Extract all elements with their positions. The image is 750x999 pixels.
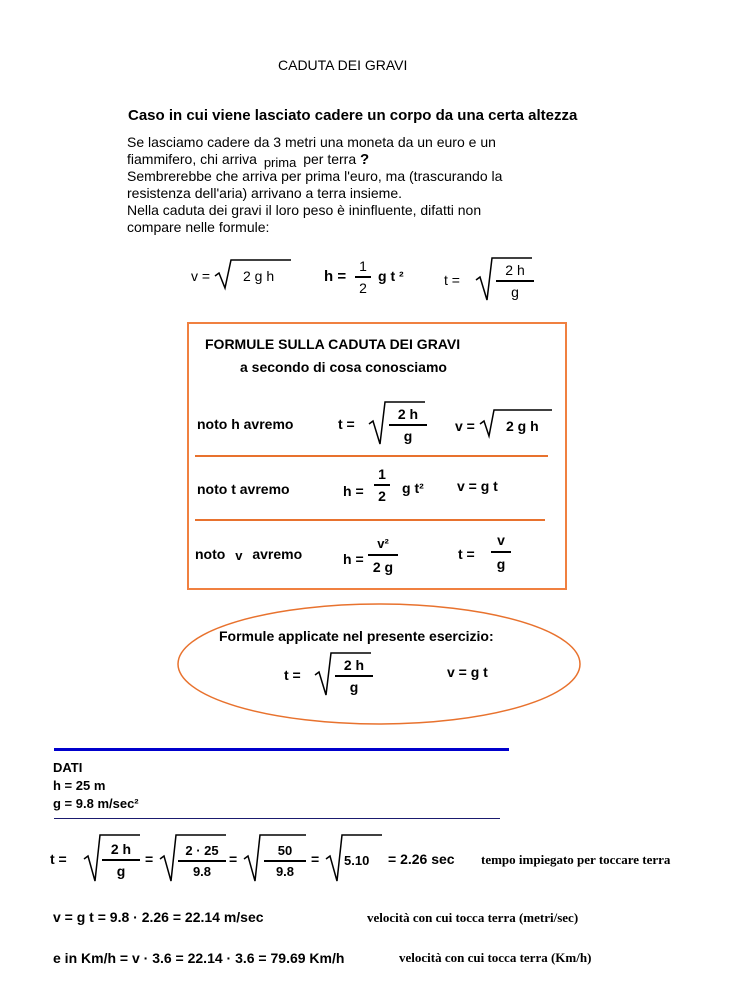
row3-h-label: h = xyxy=(343,551,364,567)
calc-v-note: velocità con cui tocca terra (metri/sec) xyxy=(367,910,579,925)
ellipse-v-eq: v = g t xyxy=(447,664,488,680)
intro-text: fiammifero, chi arriva xyxy=(127,151,257,167)
calc-radicand-4: 5.10 xyxy=(344,853,370,868)
row2-h-label: h = xyxy=(343,483,364,499)
calc-equals: = xyxy=(145,851,154,867)
ellipse-t-label: t = xyxy=(284,667,301,683)
calc-kmh-note: velocità con cui tocca terra (Km/h) xyxy=(399,950,592,965)
calc-equals: = xyxy=(311,851,320,867)
box-title: FORMULE SULLA CADUTA DEI GRAVI xyxy=(205,336,461,352)
row3-label-v: v xyxy=(235,548,243,563)
calc-t-label: t = xyxy=(50,851,67,867)
row2-v-eq: v = g t xyxy=(457,478,498,494)
row1-t-label: t = xyxy=(338,416,355,432)
calc-t-note: tempo impiegato per toccare terra xyxy=(481,852,671,867)
row3-h-numerator: v² xyxy=(377,536,389,551)
h-tail: g t ² xyxy=(378,268,404,284)
row3-h-denominator: 2 g xyxy=(372,559,394,575)
calc-f3-numerator: 50 xyxy=(277,843,293,858)
row3-t-label: t = xyxy=(458,546,475,562)
row2-h-tail: g t² xyxy=(402,480,424,496)
h-numerator: 1 xyxy=(359,258,367,274)
dati-h: h = 25 m xyxy=(53,778,106,793)
ellipse-t-denominator: g xyxy=(349,679,359,695)
t-numerator: 2 h xyxy=(505,262,525,278)
section-rule xyxy=(54,748,509,751)
box-divider xyxy=(195,519,545,521)
intro-line: resistenza dell'aria) arrivano a terra insieme. xyxy=(127,185,403,201)
row3-t-denominator: g xyxy=(496,556,506,572)
calc-f2-numerator: 2 · 25 xyxy=(185,843,219,858)
calc-f1-denominator: g xyxy=(116,863,126,879)
row3-label-noto: noto xyxy=(195,546,226,562)
page-title: CADUTA DEI GRAVI xyxy=(278,57,408,73)
h-label: h = xyxy=(324,268,347,285)
row3-label-avremo: avremo xyxy=(252,546,303,562)
intro-line: compare nelle formule: xyxy=(127,219,270,235)
h-denominator: 2 xyxy=(359,280,367,296)
intro-question-mark: ? xyxy=(360,151,370,168)
t-denominator: g xyxy=(511,284,519,300)
row3-h-fraction xyxy=(368,536,398,575)
v-radicand: 2 g h xyxy=(243,268,275,284)
t-label: t = xyxy=(444,272,460,288)
row2-h-denominator: 2 xyxy=(378,488,386,504)
ellipse-t-numerator: 2 h xyxy=(343,657,365,673)
calc-fraction-3 xyxy=(264,843,306,879)
intro-line: Sembrerebbe che arriva per prima l'euro, ma (trascurando la xyxy=(127,168,503,184)
row1-label: noto h avremo xyxy=(197,416,294,432)
h-fraction xyxy=(355,258,371,296)
row2-h-fraction xyxy=(374,466,390,504)
dati-heading: DATI xyxy=(53,760,83,775)
row1-v-radicand: 2 g h xyxy=(506,418,539,434)
intro-text: per terra xyxy=(303,151,357,167)
calc-fraction-1 xyxy=(102,841,140,879)
row3-t-numerator: v xyxy=(497,532,505,548)
calc-v-line: v = g t = 9.8 · 2.26 = 22.14 m/sec xyxy=(53,909,264,925)
calc-t-result: = 2.26 sec xyxy=(388,851,455,867)
calc-fraction-2 xyxy=(178,843,226,879)
row1-t-denominator: g xyxy=(403,428,413,444)
intro-line: Nella caduta dei gravi il loro peso è ininfluente, difatti non xyxy=(127,202,482,218)
calc-equals: = xyxy=(229,851,238,867)
page-subtitle: Caso in cui viene lasciato cadere un corpo da una certa altezza xyxy=(128,107,578,124)
dati-g: g = 9.8 m/sec² xyxy=(53,796,139,811)
t-fraction xyxy=(496,262,534,300)
applied-formulas-ellipse xyxy=(176,602,582,728)
row1-t-fraction xyxy=(389,406,427,444)
dati-rule xyxy=(54,818,500,819)
row1-t-numerator: 2 h xyxy=(397,406,419,422)
intro-line: Se lasciamo cadere da 3 metri una moneta da un euro e un xyxy=(127,134,496,150)
ellipse-title: Formule applicate nel presente esercizio: xyxy=(219,628,494,644)
calc-f2-denominator: 9.8 xyxy=(192,864,212,879)
v-label: v = xyxy=(191,268,211,284)
calc-f1-numerator: 2 h xyxy=(110,841,132,857)
box-subtitle: a secondo di cosa conosciamo xyxy=(240,359,447,375)
intro-text-prima: prima xyxy=(263,155,297,170)
ellipse-t-fraction xyxy=(335,657,373,695)
calc-f3-denominator: 9.8 xyxy=(275,864,295,879)
row2-h-numerator: 1 xyxy=(378,466,386,482)
box-divider xyxy=(195,455,548,457)
calc-kmh-line: e in Km/h = v · 3.6 = 22.14 · 3.6 = 79.69 Km/h xyxy=(53,950,345,966)
row2-label: noto t avremo xyxy=(197,481,290,497)
row1-v-label: v = xyxy=(455,418,475,434)
row3-t-fraction xyxy=(491,532,511,572)
row3-label xyxy=(195,546,302,562)
intro-line xyxy=(127,151,369,168)
